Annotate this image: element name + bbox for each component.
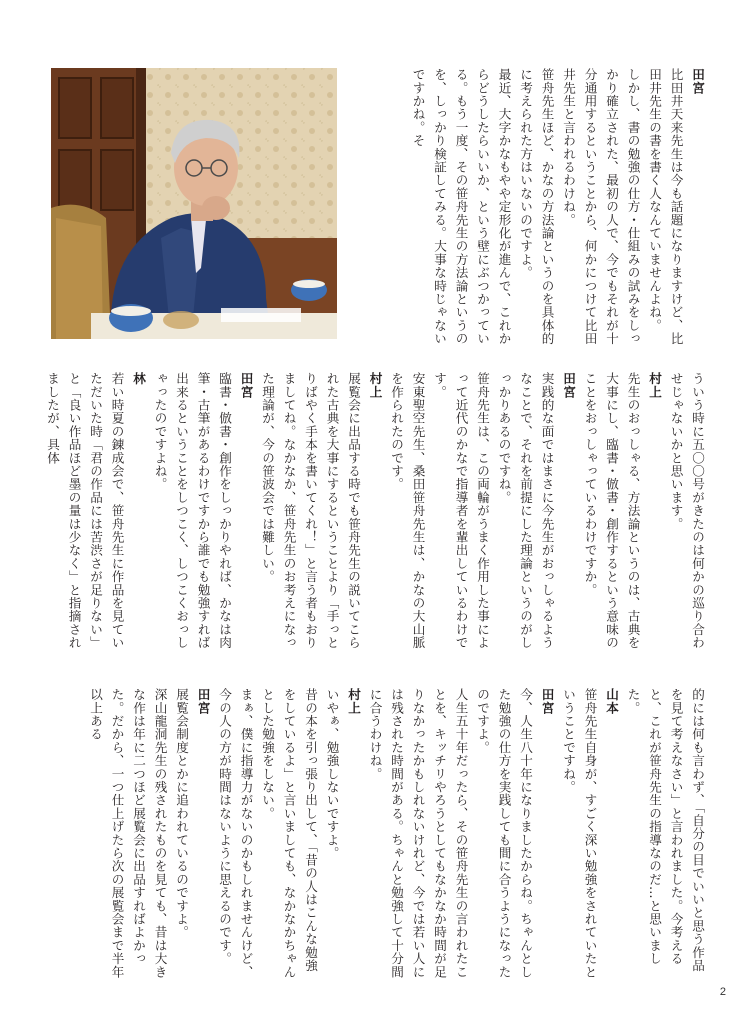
text-block-top [346, 68, 708, 350]
speaker-name: 田宮 [195, 688, 211, 715]
speech [149, 372, 257, 652]
paragraph: 先生のおっしゃる、方法論というのは、古典を大事にし、臨書・倣書・創作するという意味のことをおっしゃっているわけですか。 [582, 372, 641, 650]
paragraph: 最近、大字かなもやや定形化が進んで、これからどうしたらいいか、という壁にぶつかっている。もう一度、その笹舟先生の方法論というのを、しっかり検証してみる。大事な時じゃないですかね。そ [410, 68, 512, 346]
text-block-middle [45, 372, 708, 652]
speaker-name: 村上 [346, 688, 361, 715]
interview-photo [51, 68, 337, 339]
photo-illustration [51, 68, 337, 339]
speaker-name: 田宮 [539, 688, 555, 715]
paragraph: ういう時に五〇〇号がきたのは何かの巡り合わせじゃないかと思います。 [668, 372, 705, 650]
paragraph: 笹舟先生自身が、すごく深い勉強をされていたということですね。 [561, 688, 598, 979]
speaker-name: 林 [131, 372, 146, 386]
page-number: 2 [719, 986, 726, 998]
speech [257, 372, 386, 652]
paragraph: 安東聖空先生、桑田笹舟先生は、かなの大山脈を作られたのです。 [389, 372, 426, 650]
paragraph: 臨書・倣書・創作をしっかりやれば、かなは肉筆・古筆があるわけですから誰でも勉強すれば出来るということをしつこく、しつこくおっしゃったのですよね。 [152, 372, 232, 650]
speech [42, 372, 150, 652]
paragraph: 比田井天来先生は今も話題になりますけど、比田井先生の書を書く人なんていませんよね。 [647, 68, 684, 346]
paragraph: 若い時夏の錬成会で、笹舟先生に作品を見ていただいた時「君の作品には苦渋さが足りない」と「良い作品ほど墨の量は少なく」と指摘されましたが、具体 [45, 372, 125, 650]
speaker-name: 田宮 [561, 372, 576, 399]
paragraph: 深山龍洞先生の残されたものを見ても、昔は大きな作は年に二つほど展覧会に出品すればよかった。だから、一つ仕上げたら次の展覧会まで半年以上ある [88, 688, 168, 979]
speech [644, 68, 709, 350]
speaker-name: 村上 [367, 372, 383, 399]
speech [386, 372, 580, 652]
speech [407, 68, 515, 350]
text-block-bottom [48, 688, 708, 980]
speech [558, 688, 623, 980]
paragraph: 展覧会に出品する時でも笹舟先生の説いてこられた古典を大事にするということより「手っとりばやく手本を書いてくれ！」と言う者もおりましてね。なかなか、笹舟先生のお考えになった理論が、今の笹波会では難しい。 [260, 372, 361, 650]
speaker-name: 田宮 [238, 372, 254, 399]
speaker-name: 村上 [647, 372, 662, 399]
paragraph: 的には何も言わず、「自分の目でいいと思う作品を見て考えなさい」と言われました。今考えると、これが笹舟先生の指導なのだ…と思いました。 [625, 688, 705, 973]
paragraph: 笹舟先生ほど、かなの方法論というのを具体的に考えられた方はいないのですよ。 [518, 68, 555, 346]
paragraph: しかし、書の勉強の仕方・仕組みの試みをしっかり確立された、最初の人で、今でもそれが十分通用するということから、何かにつけて比田井先生と言われるわけね。 [561, 68, 641, 346]
paragraph: 笹舟先生は、この両輪がうまく作用した事によって近代のかなで指導者を輩出しているわけです。 [432, 372, 490, 650]
speech [622, 688, 708, 980]
speech [558, 68, 644, 350]
speaker-name: 田宮 [690, 68, 705, 95]
speech [665, 372, 708, 652]
speech [579, 372, 665, 652]
paragraph: いやぁ、勉強しないですよ。 [324, 688, 340, 860]
speech [364, 688, 558, 980]
paragraph: 展覧会制度とかに追われているのですよ。 [174, 688, 189, 939]
paragraph: 今、人生八十年になりましたからね。ちゃんとした勉強の仕方を実践しても間に合うようになったのですよ。 [475, 688, 533, 979]
paragraph: 実践的な面ではまさに今先生がおっしゃるようなことで、それを前提にした理論というのがしっかりあるのですね。 [496, 372, 555, 650]
speaker-name: 山本 [604, 688, 619, 715]
paragraph: 人生五十年だったら、その笹舟先生の言われたことを、キッチリやろうとしてもなかなか時間が足りなかったかもしれないけれど、今では若い人には残された時間がある。ちゃんと勉強して十分間に合うわけね。 [367, 688, 469, 979]
paragraph: まぁ、僕に指導力がないのかもしれませんけど、今の人の方が時間はないように思えるのです。 [217, 688, 254, 979]
speech [85, 688, 214, 980]
speech [214, 688, 365, 980]
paragraph: 昔の本を引っ張り出して、「昔の人はこんな勉強をしているよ」と言いましても、なかなかちゃんとした勉強をしない。 [260, 688, 318, 979]
speech [515, 68, 558, 350]
